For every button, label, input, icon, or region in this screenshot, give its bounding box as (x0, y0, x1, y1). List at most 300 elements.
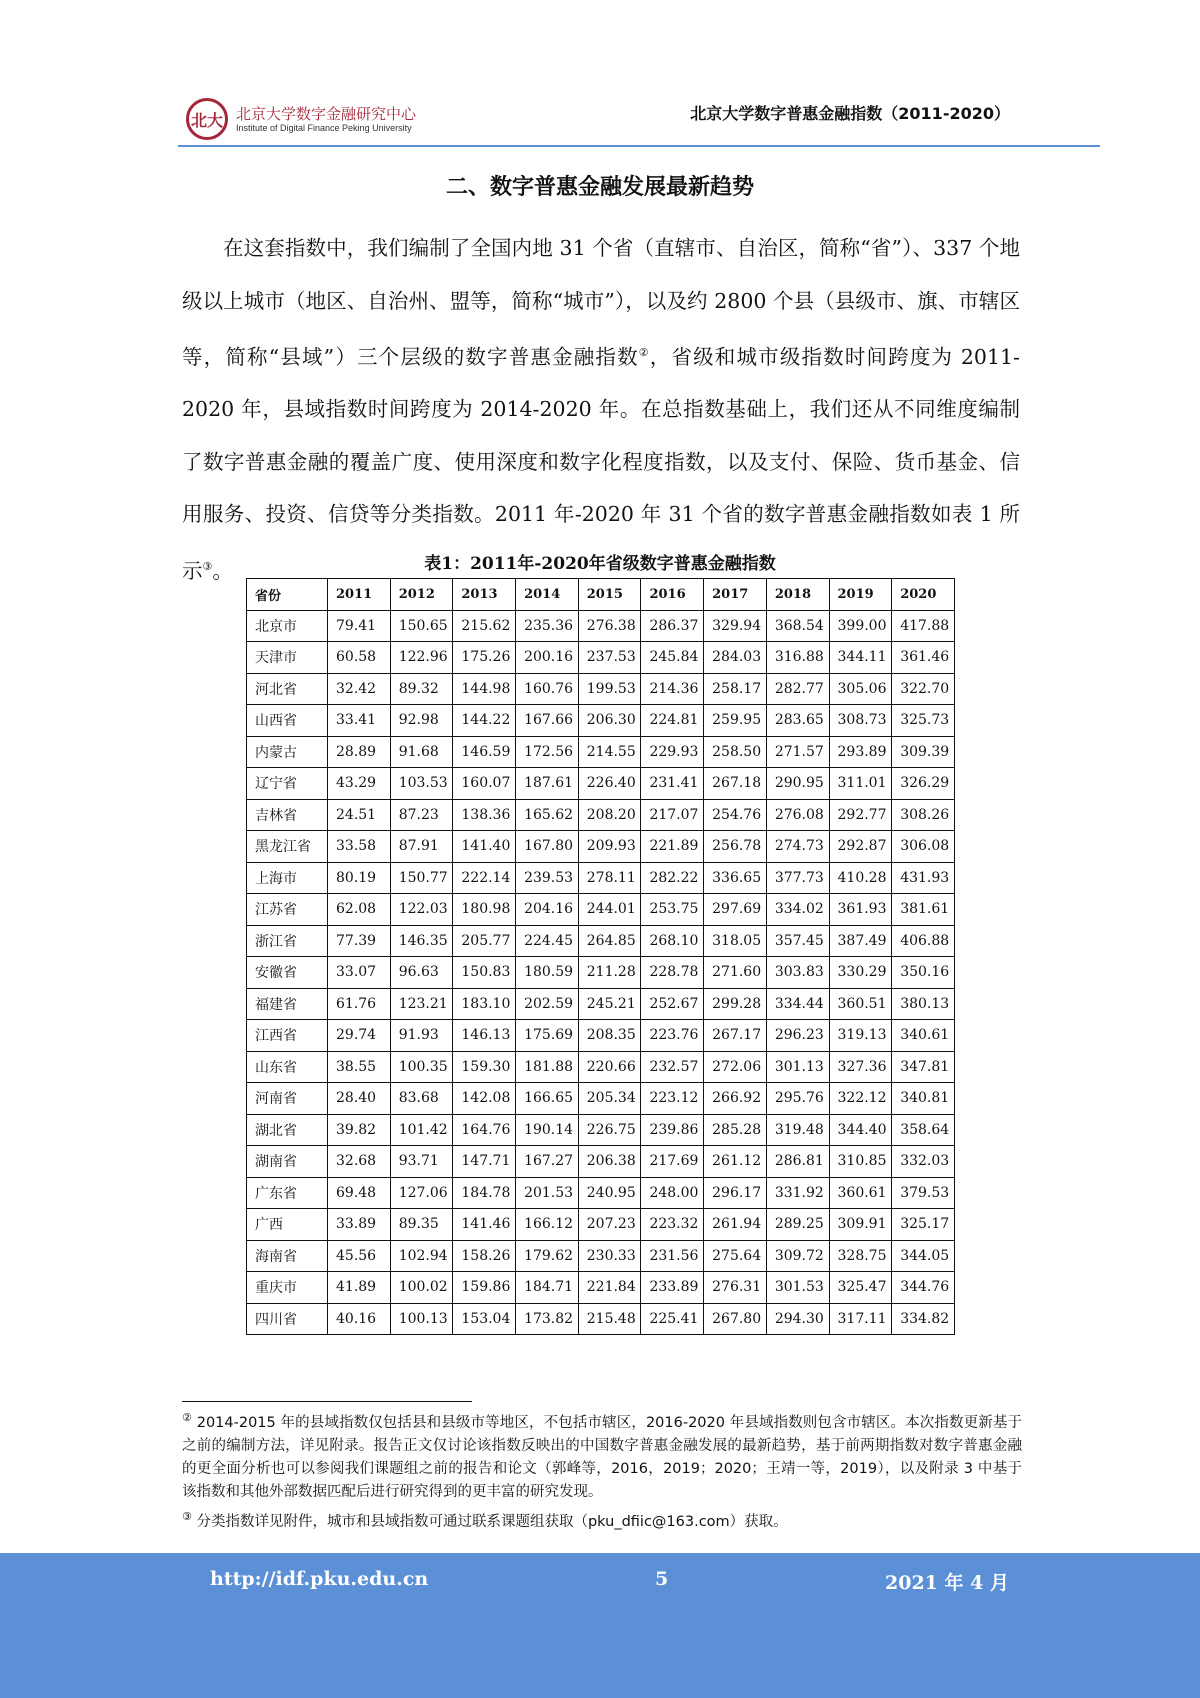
index-value-cell: 206.30 (578, 705, 641, 737)
column-header-year: 2018 (766, 579, 829, 611)
footnotes (182, 1406, 1022, 1534)
index-value-cell: 159.86 (453, 1272, 516, 1304)
index-value-cell: 179.62 (516, 1240, 579, 1272)
index-value-cell: 28.89 (328, 736, 391, 768)
index-value-cell: 79.41 (328, 610, 391, 642)
province-name-cell: 上海市 (247, 862, 328, 894)
index-value-cell: 235.36 (516, 610, 579, 642)
index-value-cell: 276.08 (766, 799, 829, 831)
index-value-cell: 297.69 (704, 894, 767, 926)
index-value-cell: 248.00 (641, 1177, 704, 1209)
index-value-cell: 368.54 (766, 610, 829, 642)
index-value-cell: 344.11 (829, 642, 892, 674)
index-value-cell: 331.92 (766, 1177, 829, 1209)
index-value-cell: 33.07 (328, 957, 391, 989)
index-value-cell: 309.72 (766, 1240, 829, 1272)
index-value-cell: 292.87 (829, 831, 892, 863)
table-row (247, 673, 955, 705)
column-header-year: 2013 (453, 579, 516, 611)
index-value-cell: 29.74 (328, 1020, 391, 1052)
index-value-cell: 308.26 (892, 799, 955, 831)
index-value-cell: 224.45 (516, 925, 579, 957)
table-row (247, 925, 955, 957)
index-value-cell: 28.40 (328, 1083, 391, 1115)
index-value-cell: 261.12 (704, 1146, 767, 1178)
index-value-cell: 175.26 (453, 642, 516, 674)
report-title: 北京大学数字普惠金融指数（2011-2020） (690, 104, 1010, 123)
index-value-cell: 336.65 (704, 862, 767, 894)
table-row (247, 1020, 955, 1052)
index-value-cell: 306.08 (892, 831, 955, 863)
index-value-cell: 318.05 (704, 925, 767, 957)
index-value-cell: 380.13 (892, 988, 955, 1020)
index-value-cell: 256.78 (704, 831, 767, 863)
index-value-cell: 330.29 (829, 957, 892, 989)
column-header-year: 2016 (641, 579, 704, 611)
index-value-cell: 217.69 (641, 1146, 704, 1178)
index-value-cell: 138.36 (453, 799, 516, 831)
index-value-cell: 41.89 (328, 1272, 391, 1304)
index-value-cell: 357.45 (766, 925, 829, 957)
index-value-cell: 91.93 (390, 1020, 453, 1052)
index-value-cell: 290.95 (766, 768, 829, 800)
index-value-cell: 231.56 (641, 1240, 704, 1272)
index-value-cell: 205.34 (578, 1083, 641, 1115)
index-value-cell: 166.12 (516, 1209, 579, 1241)
index-value-cell: 272.06 (704, 1051, 767, 1083)
index-value-cell: 146.35 (390, 925, 453, 957)
page-number: 5 (655, 1568, 669, 1590)
index-value-cell: 160.07 (453, 768, 516, 800)
province-name-cell: 北京市 (247, 610, 328, 642)
index-value-cell: 92.98 (390, 705, 453, 737)
index-value-cell: 206.38 (578, 1146, 641, 1178)
index-value-cell: 296.23 (766, 1020, 829, 1052)
index-value-cell: 268.10 (641, 925, 704, 957)
index-value-cell: 80.19 (328, 862, 391, 894)
index-value-cell: 208.35 (578, 1020, 641, 1052)
index-value-cell: 275.64 (704, 1240, 767, 1272)
index-value-cell: 180.59 (516, 957, 579, 989)
index-value-cell: 264.85 (578, 925, 641, 957)
index-value-cell: 142.08 (453, 1083, 516, 1115)
index-value-cell: 334.82 (892, 1303, 955, 1335)
column-header-year: 2020 (892, 579, 955, 611)
footer-date: 2021 年 4 月 (885, 1572, 1009, 1594)
index-value-cell: 166.65 (516, 1083, 579, 1115)
index-value-cell: 183.10 (453, 988, 516, 1020)
index-value-cell: 316.88 (766, 642, 829, 674)
index-value-cell: 310.85 (829, 1146, 892, 1178)
table-row (247, 1177, 955, 1209)
index-value-cell: 122.03 (390, 894, 453, 926)
index-value-cell: 150.65 (390, 610, 453, 642)
province-name-cell: 山西省 (247, 705, 328, 737)
index-value-cell: 167.66 (516, 705, 579, 737)
index-value-cell: 295.76 (766, 1083, 829, 1115)
index-value-cell: 101.42 (390, 1114, 453, 1146)
index-value-cell: 259.95 (704, 705, 767, 737)
index-value-cell: 159.30 (453, 1051, 516, 1083)
index-value-cell: 147.71 (453, 1146, 516, 1178)
index-value-cell: 254.76 (704, 799, 767, 831)
index-value-cell: 24.51 (328, 799, 391, 831)
index-value-cell: 69.48 (328, 1177, 391, 1209)
index-value-cell: 221.84 (578, 1272, 641, 1304)
index-value-cell: 322.70 (892, 673, 955, 705)
province-name-cell: 广西 (247, 1209, 328, 1241)
index-value-cell: 350.16 (892, 957, 955, 989)
section-title: 二、数字普惠金融发展最新趋势 (445, 175, 754, 200)
table-row (247, 1051, 955, 1083)
footnote (182, 1505, 1022, 1534)
table-row (247, 957, 955, 989)
paragraph-text: ，省级和城市级指数时间跨度为 2011-2020 年，县域指数时间跨度为 2014-2020 年。在总指数基础上，我们还从不同维度编制了数字普惠金融的覆盖广度、使用深度和数字化程度指数，以及支付、保险、货币基金、信用服务、投资、信贷等分类指数。2011 年-2020 年 31 个省的数字普惠金融指数如表 1 所示 (182, 344, 1020, 583)
index-value-cell: 100.13 (390, 1303, 453, 1335)
index-value-cell: 175.69 (516, 1020, 579, 1052)
index-value-cell: 87.23 (390, 799, 453, 831)
table-caption: 表1：2011年-2020年省级数字普惠金融指数 (424, 554, 776, 574)
index-value-cell: 325.73 (892, 705, 955, 737)
province-name-cell: 黑龙江省 (247, 831, 328, 863)
index-value-cell: 326.29 (892, 768, 955, 800)
footnote-text: 2014-2015 年的县域指数仅包括县和县级市等地区，不包括市辖区，2016-2020 年县域指数则包含市辖区。本次指数更新基于之前的编制方法，详见附录。报告正文仅讨论该指数反映出的中国数字普惠金融发展的最新趋势，基于前两期指数对数字普惠金融的更全面分析也可以参阅我们课题组之前的报告和论文（郭峰等，2016，2019；2020；王靖一等，2019），以及附录 3 中基于该指数和其他外部数据匹配后进行研究得到的更丰富的研究发现。 (182, 1414, 1022, 1501)
province-name-cell: 辽宁省 (247, 768, 328, 800)
index-value-cell: 167.27 (516, 1146, 579, 1178)
index-value-cell: 100.02 (390, 1272, 453, 1304)
index-value-cell: 267.17 (704, 1020, 767, 1052)
index-value-cell: 282.22 (641, 862, 704, 894)
column-header-year: 2014 (516, 579, 579, 611)
index-value-cell: 60.58 (328, 642, 391, 674)
index-value-cell: 334.44 (766, 988, 829, 1020)
index-value-cell: 410.28 (829, 862, 892, 894)
table-row (247, 768, 955, 800)
index-value-cell: 32.68 (328, 1146, 391, 1178)
index-value-cell: 358.64 (892, 1114, 955, 1146)
province-name-cell: 广东省 (247, 1177, 328, 1209)
index-value-cell: 33.89 (328, 1209, 391, 1241)
index-value-cell: 181.88 (516, 1051, 579, 1083)
index-value-cell: 61.76 (328, 988, 391, 1020)
index-value-cell: 33.58 (328, 831, 391, 863)
index-value-cell: 184.71 (516, 1272, 579, 1304)
index-value-cell: 214.36 (641, 673, 704, 705)
index-value-cell: 100.35 (390, 1051, 453, 1083)
column-header-year: 2017 (704, 579, 767, 611)
index-value-cell: 244.01 (578, 894, 641, 926)
index-value-cell: 201.53 (516, 1177, 579, 1209)
org-name: 北京大学数字金融研究中心 (236, 105, 417, 123)
province-name-cell: 吉林省 (247, 799, 328, 831)
index-value-cell: 285.28 (704, 1114, 767, 1146)
column-header-year: 2012 (390, 579, 453, 611)
index-value-cell: 200.16 (516, 642, 579, 674)
index-value-cell: 123.21 (390, 988, 453, 1020)
index-value-cell: 309.39 (892, 736, 955, 768)
index-value-cell: 158.26 (453, 1240, 516, 1272)
index-value-cell: 344.76 (892, 1272, 955, 1304)
index-value-cell: 267.18 (704, 768, 767, 800)
index-value-cell: 40.16 (328, 1303, 391, 1335)
province-name-cell: 江西省 (247, 1020, 328, 1052)
index-value-cell: 43.29 (328, 768, 391, 800)
org-name-en: Institute of Digital Finance Peking University (236, 123, 412, 133)
index-value-cell: 347.81 (892, 1051, 955, 1083)
table-row (247, 831, 955, 863)
index-value-cell: 122.96 (390, 642, 453, 674)
province-name-cell: 重庆市 (247, 1272, 328, 1304)
index-value-cell: 239.86 (641, 1114, 704, 1146)
table-row (247, 1209, 955, 1241)
index-value-cell: 305.06 (829, 673, 892, 705)
province-name-cell: 天津市 (247, 642, 328, 674)
column-header-province: 省份 (247, 579, 328, 611)
index-value-cell: 103.53 (390, 768, 453, 800)
index-value-cell: 303.83 (766, 957, 829, 989)
index-value-cell: 150.77 (390, 862, 453, 894)
index-value-cell: 309.91 (829, 1209, 892, 1241)
index-value-cell: 150.83 (453, 957, 516, 989)
index-value-cell: 232.57 (641, 1051, 704, 1083)
province-name-cell: 河北省 (247, 673, 328, 705)
index-value-cell: 322.12 (829, 1083, 892, 1115)
index-value-cell: 274.73 (766, 831, 829, 863)
index-value-cell: 146.13 (453, 1020, 516, 1052)
index-value-cell: 360.51 (829, 988, 892, 1020)
index-value-cell: 226.40 (578, 768, 641, 800)
paragraph-text: 。 (212, 558, 233, 583)
index-value-cell: 223.76 (641, 1020, 704, 1052)
index-value-cell: 164.76 (453, 1114, 516, 1146)
province-name-cell: 山东省 (247, 1051, 328, 1083)
index-value-cell: 271.60 (704, 957, 767, 989)
index-value-cell: 325.17 (892, 1209, 955, 1241)
index-value-cell: 253.75 (641, 894, 704, 926)
province-name-cell: 河南省 (247, 1083, 328, 1115)
index-value-cell: 202.59 (516, 988, 579, 1020)
index-value-cell: 223.12 (641, 1083, 704, 1115)
index-value-cell: 229.93 (641, 736, 704, 768)
table-row (247, 610, 955, 642)
province-name-cell: 湖北省 (247, 1114, 328, 1146)
index-value-cell: 96.63 (390, 957, 453, 989)
index-value-cell: 252.67 (641, 988, 704, 1020)
footer-band (0, 1553, 1200, 1698)
index-value-cell: 233.89 (641, 1272, 704, 1304)
footnote (182, 1406, 1022, 1505)
table-row (247, 1114, 955, 1146)
index-value-cell: 87.91 (390, 831, 453, 863)
index-value-cell: 222.14 (453, 862, 516, 894)
index-value-cell: 431.93 (892, 862, 955, 894)
province-name-cell: 湖南省 (247, 1146, 328, 1178)
index-value-cell: 325.47 (829, 1272, 892, 1304)
footer-url-link[interactable]: http://idf.pku.edu.cn (210, 1568, 429, 1590)
index-value-cell: 32.42 (328, 673, 391, 705)
province-name-cell: 四川省 (247, 1303, 328, 1335)
index-value-cell: 406.88 (892, 925, 955, 957)
header-divider (178, 145, 1100, 147)
index-value-cell: 141.40 (453, 831, 516, 863)
footnote-mark: ② (182, 1411, 192, 1424)
index-value-cell: 379.53 (892, 1177, 955, 1209)
index-value-cell: 45.56 (328, 1240, 391, 1272)
index-value-cell: 332.03 (892, 1146, 955, 1178)
index-value-cell: 173.82 (516, 1303, 579, 1335)
index-value-cell: 299.28 (704, 988, 767, 1020)
index-value-cell: 239.53 (516, 862, 579, 894)
province-name-cell: 内蒙古 (247, 736, 328, 768)
footnote-mark: ③ (182, 1509, 192, 1523)
province-name-cell: 安徽省 (247, 957, 328, 989)
table-row (247, 862, 955, 894)
index-value-cell: 296.17 (704, 1177, 767, 1209)
province-name-cell: 江苏省 (247, 894, 328, 926)
index-value-cell: 39.82 (328, 1114, 391, 1146)
table-row (247, 894, 955, 926)
table-row (247, 1303, 955, 1335)
index-value-cell: 214.55 (578, 736, 641, 768)
index-value-cell: 245.21 (578, 988, 641, 1020)
index-value-cell: 278.11 (578, 862, 641, 894)
index-value-cell: 258.17 (704, 673, 767, 705)
index-value-cell: 77.39 (328, 925, 391, 957)
index-value-cell: 224.81 (641, 705, 704, 737)
index-value-cell: 271.57 (766, 736, 829, 768)
index-value-cell: 62.08 (328, 894, 391, 926)
index-value-cell: 283.65 (766, 705, 829, 737)
index-value-cell: 245.84 (641, 642, 704, 674)
index-value-cell: 258.50 (704, 736, 767, 768)
index-value-cell: 301.13 (766, 1051, 829, 1083)
index-value-cell: 319.13 (829, 1020, 892, 1052)
index-value-cell: 301.53 (766, 1272, 829, 1304)
index-value-cell: 160.76 (516, 673, 579, 705)
index-value-cell: 340.81 (892, 1083, 955, 1115)
index-value-cell: 172.56 (516, 736, 579, 768)
table-row (247, 799, 955, 831)
index-value-cell: 211.28 (578, 957, 641, 989)
institute-logo: 北大 (186, 98, 228, 140)
index-value-cell: 225.41 (641, 1303, 704, 1335)
index-value-cell: 327.36 (829, 1051, 892, 1083)
table-row (247, 1146, 955, 1178)
index-value-cell: 184.78 (453, 1177, 516, 1209)
index-value-cell: 344.40 (829, 1114, 892, 1146)
index-value-cell: 289.25 (766, 1209, 829, 1241)
column-header-year: 2011 (328, 579, 391, 611)
index-value-cell: 89.35 (390, 1209, 453, 1241)
table-row (247, 1083, 955, 1115)
index-value-cell: 209.93 (578, 831, 641, 863)
index-value-cell: 220.66 (578, 1051, 641, 1083)
index-value-cell: 83.68 (390, 1083, 453, 1115)
index-value-cell: 329.94 (704, 610, 767, 642)
index-value-cell: 146.59 (453, 736, 516, 768)
index-value-cell: 276.31 (704, 1272, 767, 1304)
index-value-cell: 284.03 (704, 642, 767, 674)
table-row (247, 642, 955, 674)
index-value-cell: 153.04 (453, 1303, 516, 1335)
index-value-cell: 215.48 (578, 1303, 641, 1335)
table-row (247, 705, 955, 737)
table-row (247, 988, 955, 1020)
column-header-year: 2015 (578, 579, 641, 611)
index-value-cell: 319.48 (766, 1114, 829, 1146)
index-value-cell: 240.95 (578, 1177, 641, 1209)
index-value-cell: 387.49 (829, 925, 892, 957)
index-value-cell: 199.53 (578, 673, 641, 705)
index-value-cell: 381.61 (892, 894, 955, 926)
index-value-cell: 217.07 (641, 799, 704, 831)
index-value-cell: 293.89 (829, 736, 892, 768)
index-value-cell: 33.41 (328, 705, 391, 737)
footnote-divider (182, 1401, 472, 1402)
index-value-cell: 317.11 (829, 1303, 892, 1335)
index-value-cell: 361.93 (829, 894, 892, 926)
province-index-table (246, 578, 955, 1335)
index-value-cell: 282.77 (766, 673, 829, 705)
index-value-cell: 215.62 (453, 610, 516, 642)
index-value-cell: 208.20 (578, 799, 641, 831)
index-value-cell: 141.46 (453, 1209, 516, 1241)
index-value-cell: 167.80 (516, 831, 579, 863)
province-name-cell: 福建省 (247, 988, 328, 1020)
index-value-cell: 226.75 (578, 1114, 641, 1146)
table-row (247, 736, 955, 768)
table-row (247, 1272, 955, 1304)
index-value-cell: 190.14 (516, 1114, 579, 1146)
index-value-cell: 89.32 (390, 673, 453, 705)
index-value-cell: 180.98 (453, 894, 516, 926)
index-value-cell: 207.23 (578, 1209, 641, 1241)
table-header-row (247, 579, 955, 611)
index-value-cell: 311.01 (829, 768, 892, 800)
index-value-cell: 205.77 (453, 925, 516, 957)
table-row (247, 1240, 955, 1272)
index-value-cell: 204.16 (516, 894, 579, 926)
index-value-cell: 223.32 (641, 1209, 704, 1241)
footnote-ref[interactable]: ③ (202, 559, 213, 573)
province-name-cell: 海南省 (247, 1240, 328, 1272)
index-value-cell: 276.38 (578, 610, 641, 642)
index-value-cell: 417.88 (892, 610, 955, 642)
index-value-cell: 292.77 (829, 799, 892, 831)
index-value-cell: 228.78 (641, 957, 704, 989)
index-value-cell: 261.94 (704, 1209, 767, 1241)
index-value-cell: 230.33 (578, 1240, 641, 1272)
index-value-cell: 377.73 (766, 862, 829, 894)
column-header-year: 2019 (829, 579, 892, 611)
index-value-cell: 144.22 (453, 705, 516, 737)
province-name-cell: 浙江省 (247, 925, 328, 957)
index-value-cell: 144.98 (453, 673, 516, 705)
index-value-cell: 93.71 (390, 1146, 453, 1178)
index-value-cell: 328.75 (829, 1240, 892, 1272)
index-value-cell: 286.37 (641, 610, 704, 642)
body-paragraph (182, 222, 1020, 597)
index-value-cell: 360.61 (829, 1177, 892, 1209)
index-value-cell: 266.92 (704, 1083, 767, 1115)
index-value-cell: 221.89 (641, 831, 704, 863)
index-value-cell: 237.53 (578, 642, 641, 674)
index-value-cell: 231.41 (641, 768, 704, 800)
footnote-ref[interactable]: ② (638, 346, 650, 359)
paragraph-text: 在这套指数中，我们编制了全国内地 31 个省（直辖市、自治区，简称“省”）、337 个地级以上城市（地区、自治州、盟等，简称“城市”），以及约 2800 个县（县级市、旗、市辖区等，简称“县域”）三个层级的数字普惠金融指数 (182, 236, 1020, 369)
index-value-cell: 267.80 (704, 1303, 767, 1335)
index-value-cell: 187.61 (516, 768, 579, 800)
